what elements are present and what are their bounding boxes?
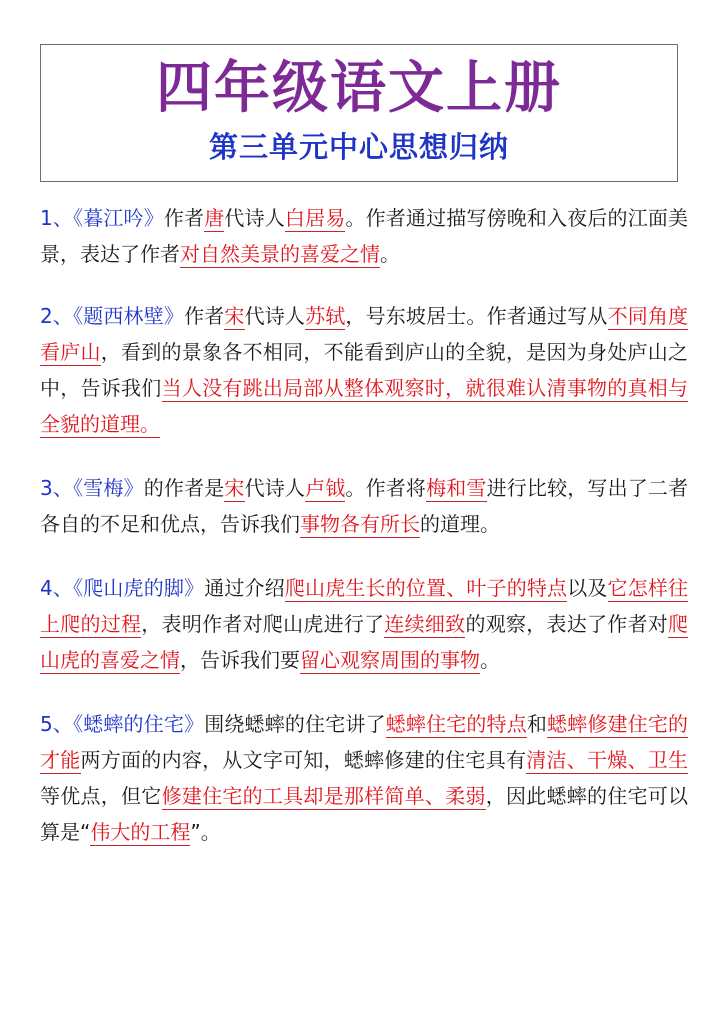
text: 围绕蟋蟀的住宅讲了 <box>204 712 386 736</box>
content <box>40 200 688 878</box>
highlight-phrase: 蟋蟀住宅的特点 <box>385 712 527 736</box>
highlight-dynasty: 宋 <box>224 304 245 328</box>
page-title: 四年级语文上册 <box>156 55 562 121</box>
highlight-phrase: 修建住宅的工具却是那样简单、柔弱 <box>161 784 486 808</box>
header-box <box>40 44 678 182</box>
text: 等优点，但它 <box>40 784 162 808</box>
book-title: 《暮江吟》 <box>73 206 164 230</box>
text: 。 <box>480 648 500 672</box>
item-number: 1、 <box>40 206 74 230</box>
text: 的作者是 <box>143 476 225 500</box>
highlight-phrase: 梅和雪 <box>426 476 487 500</box>
highlight-dynasty: 唐 <box>204 206 225 230</box>
text: 的观察，表达了作者对 <box>465 612 669 636</box>
text: ，告诉我们要 <box>180 648 300 672</box>
text: 。作者通过描写傍晚和入夜后的江面美景，表达了作者 <box>40 206 689 266</box>
text: 通过介绍 <box>204 576 285 600</box>
highlight-phrase: 对自然美景的喜爱之情 <box>180 242 380 266</box>
highlight-poet: 苏轼 <box>305 304 346 328</box>
highlight-poet: 卢钺 <box>305 476 346 500</box>
highlight-phrase: 清洁、干燥、卫生 <box>526 748 689 772</box>
item-3 <box>40 470 688 542</box>
highlight-phrase: 不同角度看庐山 <box>40 304 689 364</box>
text: 和 <box>526 712 548 736</box>
highlight-poet: 白居易 <box>284 206 346 230</box>
text: 代诗人 <box>224 206 285 230</box>
item-2 <box>40 298 688 442</box>
highlight-phrase: 留心观察周围的事物 <box>300 648 480 672</box>
item-number: 4、 <box>40 576 74 600</box>
text: ，看到的景象各不相同，不能看到庐山的全貌，是因为身处庐山之中，告诉我们 <box>40 340 689 400</box>
text: 作者 <box>163 206 205 230</box>
highlight-phrase: 当人没有跳出局部从整体观察时，就很难认清事物的真相与全貌的道理。 <box>40 376 689 436</box>
book-title: 《爬山虎的脚》 <box>73 576 205 600</box>
text: 。作者将 <box>345 476 427 500</box>
item-5 <box>40 706 688 850</box>
book-title: 《雪梅》 <box>73 476 144 500</box>
highlight-phrase: 伟大的工程 <box>90 820 191 844</box>
text: 代诗人 <box>244 304 306 328</box>
item-number: 2、 <box>40 304 74 328</box>
item-number: 5、 <box>40 712 74 736</box>
text: ，因此蟋蟀的住宅可以算是“ <box>40 784 689 844</box>
text: 的道理。 <box>420 512 500 536</box>
book-title: 《蟋蟀的住宅》 <box>73 712 205 736</box>
text: ，号东坡居士。作者通过写从 <box>345 304 608 328</box>
text: 进行比较，写出了二者各自的不足和优点，告诉我们 <box>40 476 689 536</box>
text: ”。 <box>190 820 221 844</box>
highlight-phrase: 蟋蟀修建住宅的才能 <box>40 712 689 772</box>
highlight-phrase: 事物各有所长 <box>300 512 420 536</box>
item-1 <box>40 200 688 272</box>
book-title: 《题西林壁》 <box>73 304 185 328</box>
highlight-phrase: 爬山虎生长的位置、叶子的特点 <box>284 576 568 600</box>
item-4 <box>40 570 688 678</box>
text: 代诗人 <box>244 476 306 500</box>
text: 以及 <box>567 576 608 600</box>
highlight-dynasty: 宋 <box>224 476 245 500</box>
text: 作者 <box>184 304 225 328</box>
page-subtitle: 第三单元中心思想归纳 <box>208 130 509 164</box>
item-number: 3、 <box>40 476 74 500</box>
highlight-phrase: 它怎样往上爬的过程 <box>40 576 689 636</box>
highlight-phrase: 连续细致 <box>384 612 466 636</box>
text: 。 <box>380 242 400 266</box>
highlight-phrase: 爬山虎的喜爱之情 <box>40 612 689 672</box>
text: 两方面的内容，从文字可知，蟋蟀修建的住宅具有 <box>80 748 527 772</box>
text: ，表明作者对爬山虎进行了 <box>141 612 385 636</box>
